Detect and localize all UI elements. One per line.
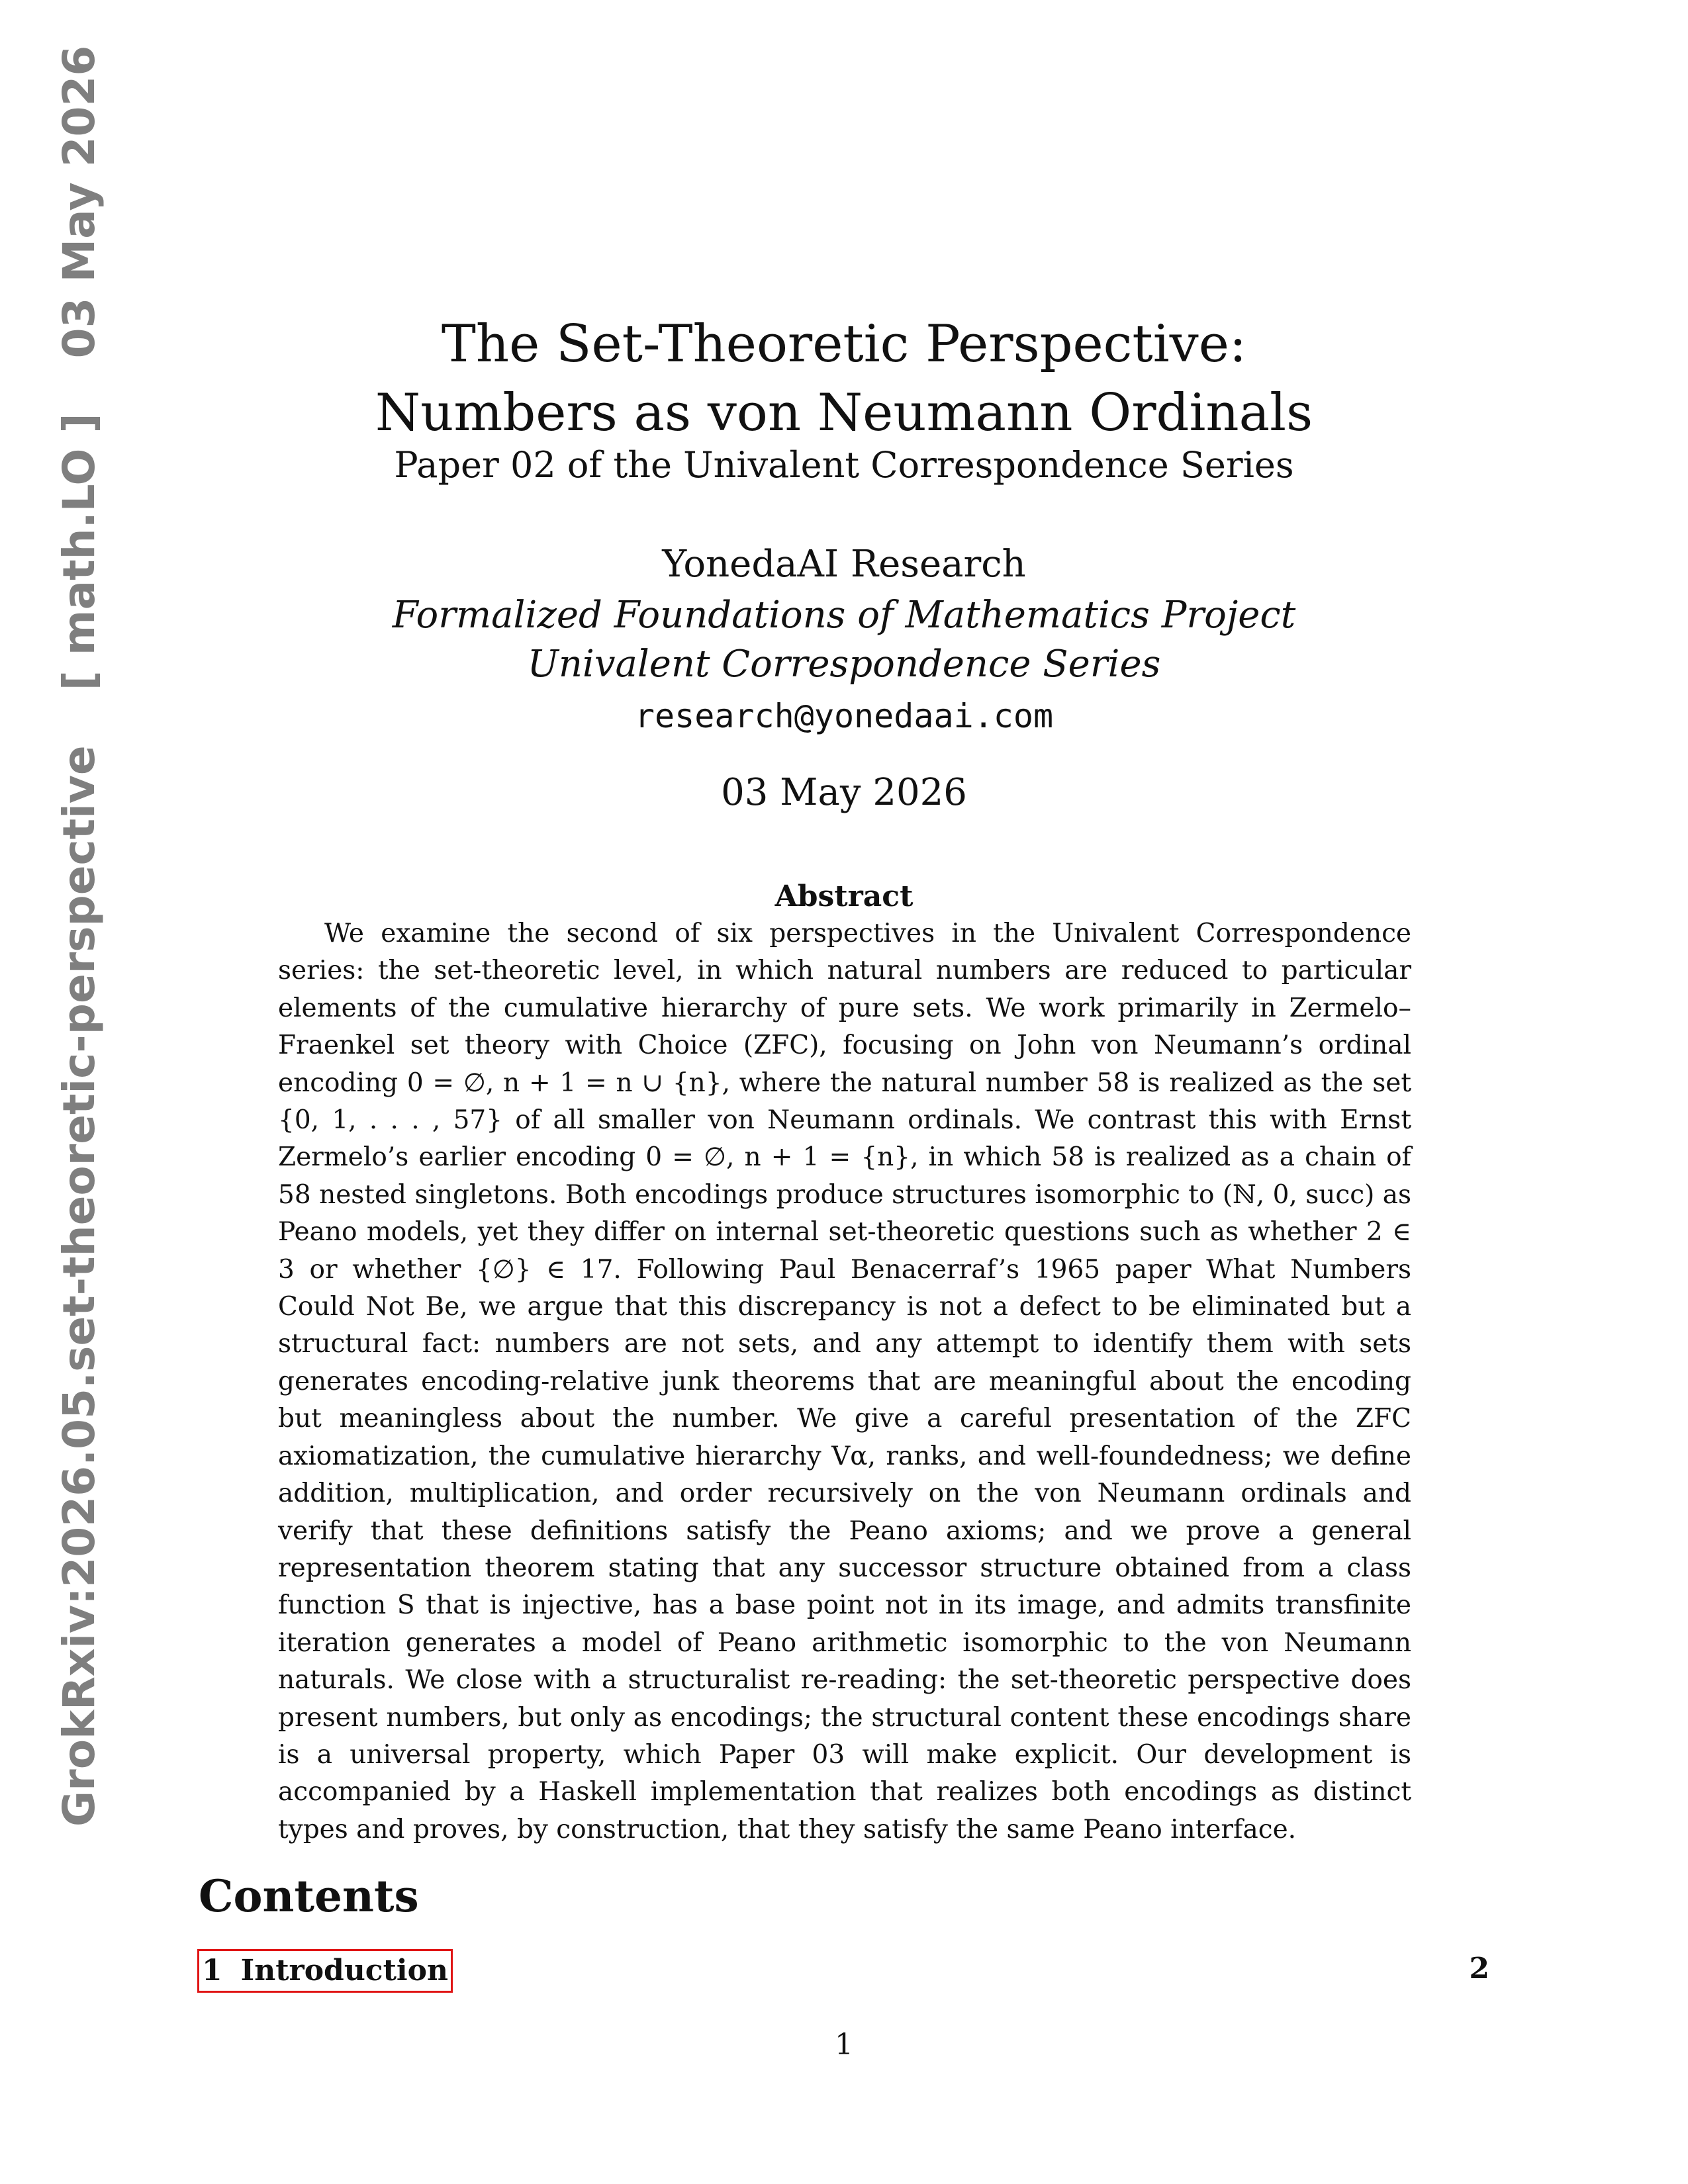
affiliation-line-1: Formalized Foundations of Mathematics Project	[392, 594, 1296, 637]
title-line-1: The Set-Theoretic Perspective:	[441, 314, 1247, 374]
author-affiliation	[0, 591, 1688, 689]
toc-entry-title: Introduction	[240, 1954, 448, 1987]
title-line-2: Numbers as von Neumann Ordinals	[375, 383, 1313, 443]
toc-entry-number: 1	[202, 1954, 222, 1987]
paper-subtitle: Paper 02 of the Univalent Correspondence Series	[394, 444, 1294, 486]
page-number: 1	[835, 2028, 853, 2062]
toc-entry-introduction[interactable]	[197, 1949, 453, 1993]
author-email[interactable]: research@yonedaai.com	[634, 697, 1054, 735]
sidebar-category: [ math.LO ]	[54, 413, 105, 691]
author-name: YonedaAI Research	[662, 543, 1026, 586]
sidebar-date: 03 May 2026	[54, 45, 105, 359]
abstract-body	[278, 915, 1411, 1848]
abstract-paragraph: We examine the second of six perspectives in the Univalent Correspondence series: the set-theoretic level, in which natural numbers are reduced to particular elements of the cumulative hierarchy of pure sets. We work primarily in Zermelo–Fraenkel set theory with Choice (ZFC), focusing on John von Neumann’s ordinal encoding 0 = ∅, n + 1 = n ∪ {n}, where the natural number 58 is realized as the set {0, 1, . . . , 57} of all smaller von Neumann ordinals. We contrast this with Ernst Zermelo’s earlier encoding 0 = ∅, n + 1 = {n}, in which 58 is realized as a chain of 58 nested singletons. Both encodings produce structures isomorphic to (ℕ, 0, succ) as Peano models, yet they differ on internal set-theoretic questions such as whether 2 ∈ 3 or whether {∅} ∈ 17. Following Paul Benacerraf’s 1965 paper What Numbers Could Not Be, we argue that this discrepancy is not a defect to be eliminated but a structural fact: numbers are not sets, and any attempt to identify them with sets generates encoding-relative junk theorems that are meaningful about the encoding but meaningless about the number. We give a careful presentation of the ZFC axiomatization, the cumulative hierarchy Vα, ranks, and well-foundedness; we define addition, multiplication, and order recursively on the von Neumann ordinals and verify that these definitions satisfy the Peano axioms; and we prove a general representation theorem stating that any successor structure obtained from a class function S that is injective, has a base point not in its image, and admits transfinite iteration generates a model of Peano arithmetic isomorphic to the von Neumann naturals. We close with a structuralist re-reading: the set-theoretic perspective does present numbers, but only as encodings; the structural content these encodings share is a universal property, which Paper 03 will make explicit. Our development is accompanied by a Haskell implementation that realizes both encodings as distinct types and proves, by construction, that they satisfy the same Peano interface.	[278, 919, 1411, 1844]
paper-title	[0, 310, 1688, 447]
abstract-heading: Abstract	[774, 880, 914, 913]
paper-date: 03 May 2026	[721, 771, 967, 814]
contents-heading: Contents	[199, 1870, 419, 1922]
affiliation-line-2: Univalent Correspondence Series	[527, 643, 1161, 686]
toc-entry-page: 2	[1469, 1952, 1489, 1985]
sidebar-identifier: GrokRxiv:2026.05.set-theoretic-perspective	[54, 745, 105, 1827]
